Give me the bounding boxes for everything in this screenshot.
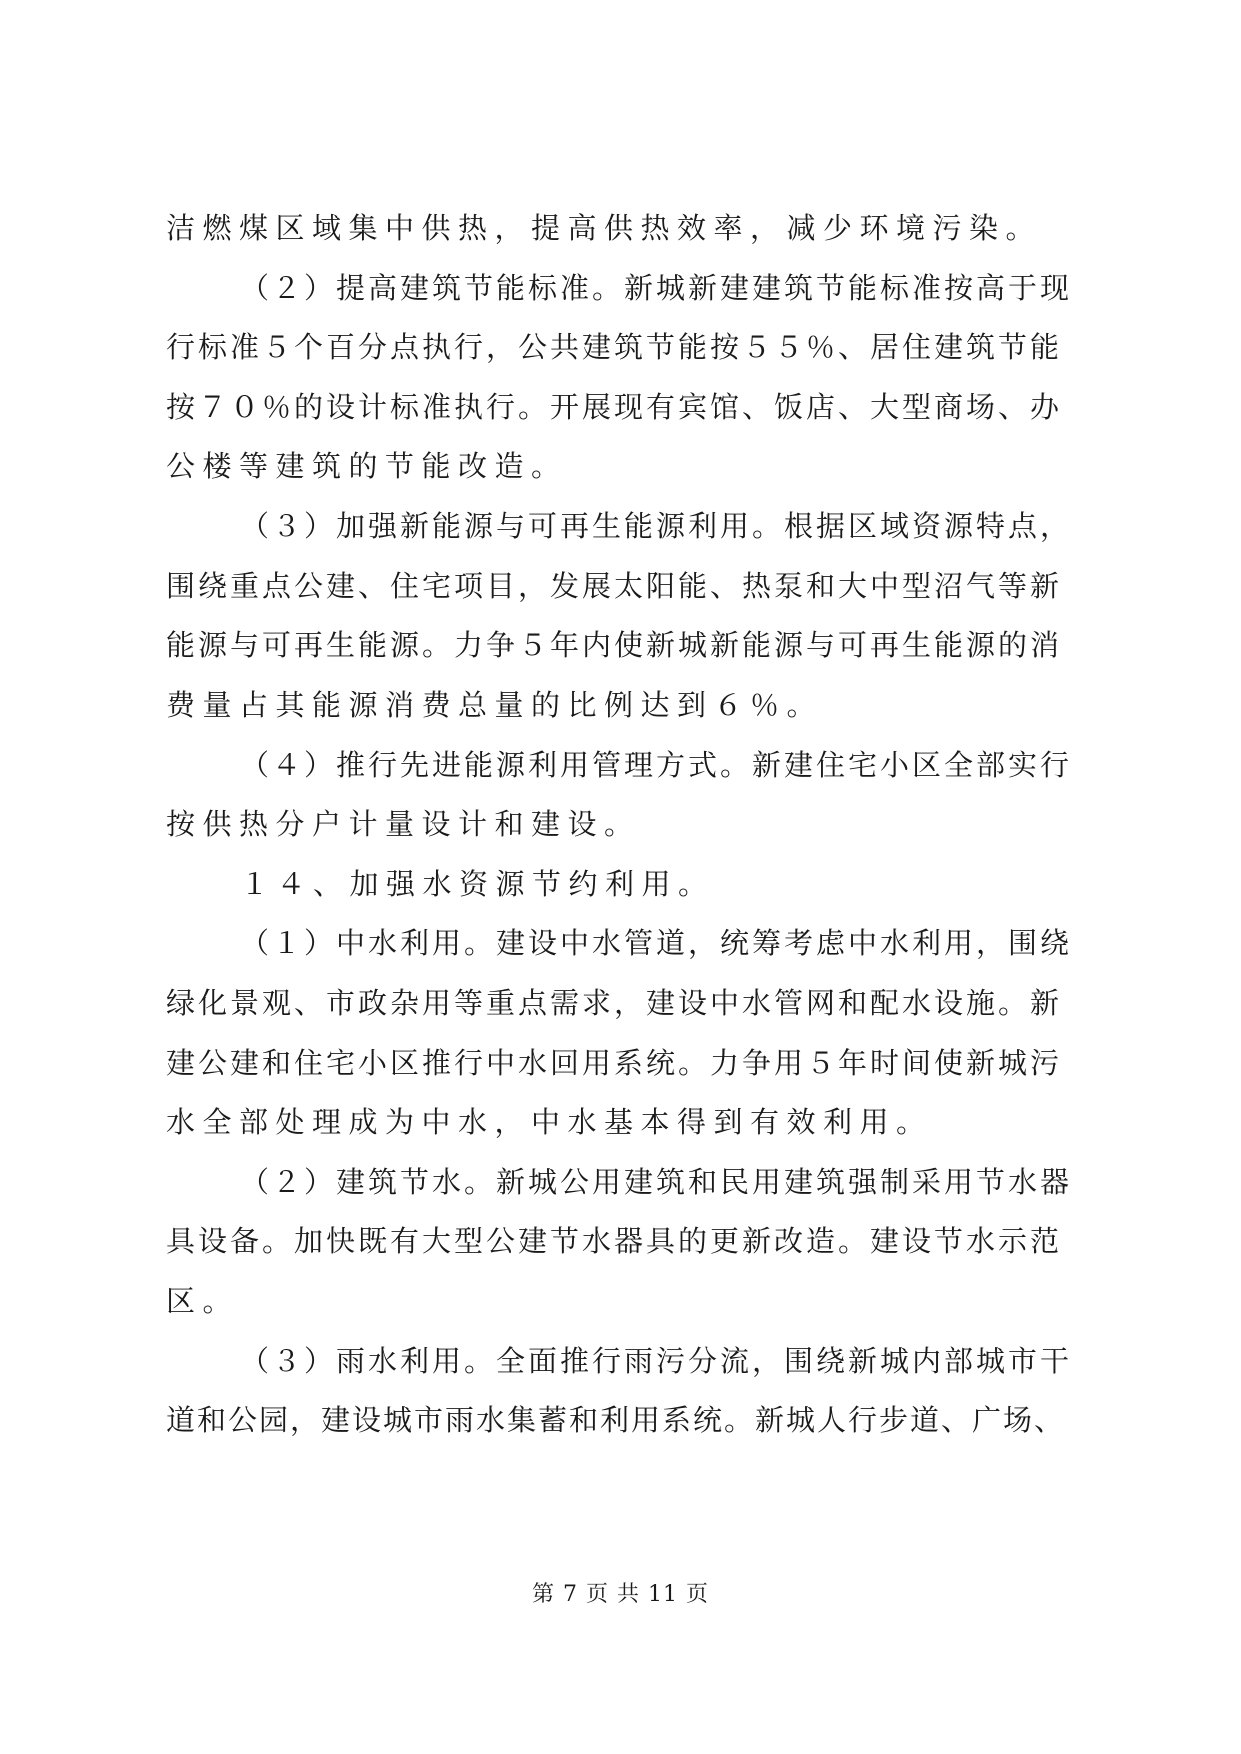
body-line: （３）加强新能源与可再生能源利用。根据区域资源特点， — [240, 509, 1073, 543]
body-line: （２）提高建筑节能标准。新城新建建筑节能标准按高于现 — [240, 271, 1073, 305]
body-line: 公楼等建筑的节能改造。 — [166, 449, 568, 483]
body-line: 围绕重点公建、住宅项目，发展太阳能、热泵和大中型沼气等新 — [166, 569, 1063, 603]
body-line: 具设备。加快既有大型公建节水器具的更新改造。建设节水示范 — [166, 1224, 1063, 1258]
body-line: （３）雨水利用。全面推行雨污分流，围绕新城内部城市干 — [240, 1344, 1073, 1378]
body-line: 水全部处理成为中水，中水基本得到有效利用。 — [166, 1105, 933, 1139]
body-line: 绿化景观、市政杂用等重点需求，建设中水管网和配水设施。新 — [166, 986, 1063, 1020]
body-line: 区。 — [166, 1284, 240, 1318]
body-line: 洁燃煤区域集中供热，提高供热效率，减少环境污染。 — [166, 211, 1043, 245]
body-line: １４、加强水资源节约利用。 — [240, 867, 715, 901]
page-footer: 第 7 页 共 11 页 — [532, 1582, 709, 1607]
body-line: （４）推行先进能源利用管理方式。新建住宅小区全部实行 — [240, 748, 1073, 782]
body-line: （１）中水利用。建设中水管道，统筹考虑中水利用，围绕 — [240, 926, 1073, 960]
body-line: 能源与可再生能源。力争５年内使新城新能源与可再生能源的消 — [166, 628, 1063, 662]
body-line: （２）建筑节水。新城公用建筑和民用建筑强制采用节水器 — [240, 1165, 1073, 1199]
body-line: 道和公园，建设城市雨水集蓄和利用系统。新城人行步道、广场、 — [166, 1403, 1066, 1437]
body-line: 按供热分户计量设计和建设。 — [166, 807, 641, 841]
body-line: 建公建和住宅小区推行中水回用系统。力争用５年时间使新城污 — [166, 1046, 1063, 1080]
body-line: 行标准５个百分点执行，公共建筑节能按５５％、居住建筑节能 — [166, 330, 1063, 364]
body-line: 按７０％的设计标准执行。开展现有宾馆、饭店、大型商场、办 — [166, 390, 1063, 424]
body-line: 费量占其能源消费总量的比例达到６％。 — [166, 688, 824, 722]
